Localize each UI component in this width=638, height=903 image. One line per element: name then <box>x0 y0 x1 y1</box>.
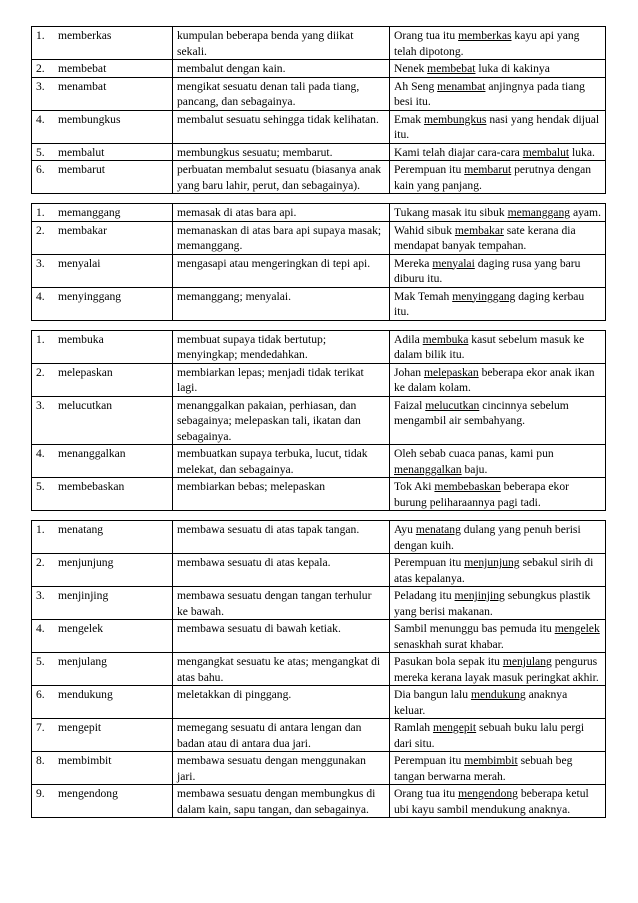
word-cell <box>32 445 173 478</box>
example-cell <box>390 60 606 78</box>
example-cell <box>390 785 606 818</box>
vocab-table-cook <box>31 203 606 321</box>
vocab-word: menjulang <box>58 655 107 668</box>
example-text-after: beberapa ekor burung peliharaannya pagi tadi. <box>394 480 569 509</box>
meaning-cell: memanaskan di atas bara api supaya masak; memanggang. <box>173 221 390 254</box>
table-row <box>32 60 606 78</box>
example-cell <box>390 363 606 396</box>
meaning-cell: membalut dengan kain. <box>173 60 390 78</box>
example-text-after: sebungkus plastik yang berisi makanan. <box>394 589 591 618</box>
meaning-cell: membuatkan supaya terbuka, lucut, tidak melekat, dan sebagainya. <box>173 445 390 478</box>
vocab-word: memberkas <box>58 29 112 42</box>
vocab-word: mengendong <box>58 787 118 800</box>
word-cell <box>32 396 173 445</box>
row-number: 4. <box>36 112 45 126</box>
table-row <box>32 77 606 110</box>
meaning-cell: membawa sesuatu dengan menggunakan jari. <box>173 752 390 785</box>
table-row <box>32 785 606 818</box>
row-number: 1. <box>36 206 45 219</box>
row-number: 8. <box>36 754 45 767</box>
example-highlight-word: mengelek <box>554 622 600 635</box>
table-row <box>32 445 606 478</box>
word-cell <box>32 587 173 620</box>
row-number: 2. <box>36 556 45 569</box>
example-text-after: sebuah beg tangan berwarna merah. <box>394 754 573 783</box>
meaning-cell: memegang sesuatu di antara lengan dan badan atau di antara dua jari. <box>173 719 390 752</box>
word-cell <box>32 752 173 785</box>
vocab-table-wrap <box>31 26 606 194</box>
word-cell <box>32 478 173 511</box>
example-highlight-word: menambat <box>437 79 486 93</box>
word-cell <box>32 554 173 587</box>
example-text-before: Sambil menunggu bas pemuda itu <box>394 622 555 635</box>
example-cell <box>390 330 606 363</box>
meaning-cell: membawa sesuatu di bawah ketiak. <box>173 620 390 653</box>
example-text-after: anaknya keluar. <box>394 688 568 717</box>
table-row <box>32 686 606 719</box>
vocab-word: membebaskan <box>58 480 125 493</box>
example-cell <box>390 554 606 587</box>
meaning-cell: membawa sesuatu dengan membungkus di dalam kain, sapu tangan, dan sebagainya. <box>173 785 390 818</box>
vocab-word: menanggalkan <box>58 447 126 460</box>
example-cell <box>390 221 606 254</box>
example-text-after: beberapa ketul ubi kayu sambil mendukung anaknya. <box>394 787 589 816</box>
word-cell <box>32 27 173 60</box>
row-number: 3. <box>36 256 45 270</box>
example-text-after: anjingnya pada tiang besi itu. <box>394 79 585 108</box>
example-highlight-word: memberkas <box>458 29 512 42</box>
vocab-table-carry <box>31 520 606 818</box>
word-cell <box>32 77 173 110</box>
table-row <box>32 620 606 653</box>
vocab-word: mengepit <box>58 721 102 734</box>
example-highlight-word: melepaskan <box>423 365 479 379</box>
example-text-before: Perempuan itu <box>394 163 465 176</box>
example-cell <box>390 521 606 554</box>
example-highlight-word: mengepit <box>432 721 477 734</box>
example-text-before: Perempuan itu <box>394 556 465 569</box>
example-text-after: daging kerbau itu. <box>394 289 585 318</box>
example-cell <box>390 396 606 445</box>
vocab-word: menjinjing <box>58 589 109 602</box>
row-number: 7. <box>36 721 45 734</box>
example-text-after: kayu api yang telah dipotong. <box>394 29 580 58</box>
table-row <box>32 204 606 222</box>
example-text-before: Peladang itu <box>394 589 455 602</box>
word-cell <box>32 204 173 222</box>
meaning-cell: membungkus sesuatu; membarut. <box>173 143 390 161</box>
example-highlight-word: mengendong <box>458 787 518 800</box>
meaning-cell: membuat supaya tidak bertutup; menyingkap; mendedahkan. <box>173 330 390 363</box>
example-cell <box>390 620 606 653</box>
table-row <box>32 587 606 620</box>
example-text-before: Perempuan itu <box>394 754 465 767</box>
word-cell <box>32 254 173 287</box>
example-text-before: Mak Temah <box>394 289 453 303</box>
example-cell <box>390 161 606 194</box>
example-text-after: senaskhah surat khabar. <box>394 637 504 651</box>
example-text-after: sebakul sirih di atas kepalanya. <box>394 556 594 585</box>
vocab-word: menyinggang <box>58 289 122 303</box>
example-cell <box>390 653 606 686</box>
example-highlight-word: menyinggang <box>452 289 516 303</box>
meaning-cell: membalut sesuatu sehingga tidak kelihatan. <box>173 110 390 143</box>
meaning-cell: membawa sesuatu di atas tapak tangan. <box>173 521 390 554</box>
word-cell <box>32 161 173 194</box>
example-cell <box>390 77 606 110</box>
example-text-before: Adila <box>394 332 423 346</box>
table-row <box>32 653 606 686</box>
meaning-cell: memanggang; menyalai. <box>173 287 390 320</box>
example-highlight-word: membakar <box>454 223 504 237</box>
example-text-after: ayam. <box>570 206 601 219</box>
word-cell <box>32 620 173 653</box>
word-cell <box>32 686 173 719</box>
word-cell <box>32 221 173 254</box>
meaning-cell: meletakkan di pinggang. <box>173 686 390 719</box>
example-text-after: nasi yang hendak dijual itu. <box>394 112 600 141</box>
example-text-before: Tok Aki <box>394 480 435 493</box>
example-text-after: luka di kakinya <box>475 62 550 75</box>
vocab-word: menatang <box>58 523 104 536</box>
table-row <box>32 287 606 320</box>
row-number: 6. <box>36 163 45 176</box>
example-highlight-word: menyalai <box>432 256 475 270</box>
example-highlight-word: membalut <box>522 145 570 159</box>
example-text-before: Wahid sibuk <box>394 223 455 237</box>
example-cell <box>390 752 606 785</box>
row-number: 6. <box>36 688 45 701</box>
word-cell <box>32 521 173 554</box>
example-text-before: Nenek <box>394 62 428 75</box>
vocab-word: menjunjung <box>58 556 114 569</box>
row-number: 5. <box>36 145 45 159</box>
example-text-before: Orang tua itu <box>394 29 459 42</box>
example-highlight-word: membimbit <box>464 754 518 767</box>
row-number: 5. <box>36 655 45 668</box>
vocab-word: mengelek <box>58 622 104 635</box>
example-highlight-word: menjulang <box>502 655 552 668</box>
table-row <box>32 554 606 587</box>
table-row <box>32 478 606 511</box>
row-number: 1. <box>36 523 45 536</box>
example-highlight-word: membebat <box>427 62 476 75</box>
example-cell <box>390 204 606 222</box>
example-text-before: Faizal <box>394 398 426 412</box>
table-row <box>32 143 606 161</box>
word-cell <box>32 719 173 752</box>
example-text-after: dulang yang penuh berisi dengan kuih. <box>394 523 581 552</box>
example-cell <box>390 719 606 752</box>
example-highlight-word: menjinjing <box>454 589 505 602</box>
example-highlight-word: menjunjung <box>464 556 520 569</box>
example-text-before: Oleh sebab cuaca panas, kami pun <box>394 447 554 460</box>
meaning-cell: menanggalkan pakaian, perhiasan, dan sebagainya; melepaskan tali, ikatan dan sebagainya. <box>173 396 390 445</box>
vocab-word: membalut <box>58 145 105 159</box>
row-number: 2. <box>36 365 45 379</box>
table-row <box>32 27 606 60</box>
example-text-after: daging rusa yang baru diburu itu. <box>394 256 581 285</box>
table-row <box>32 254 606 287</box>
vocab-word: membakar <box>58 223 107 237</box>
example-text-before: Ramlah <box>394 721 433 734</box>
example-highlight-word: memanggang <box>507 206 571 219</box>
example-highlight-word: membebaskan <box>434 480 501 493</box>
example-text-after: sate kerana dia mendapat banyak tempahan. <box>394 223 576 252</box>
row-number: 2. <box>36 223 45 237</box>
example-text-before: Ah Seng <box>394 79 438 93</box>
table-row <box>32 521 606 554</box>
word-cell <box>32 785 173 818</box>
row-number: 5. <box>36 480 45 493</box>
meaning-cell: membawa sesuatu dengan tangan terhulur ke bawah. <box>173 587 390 620</box>
example-text-before: Orang tua itu <box>394 787 459 800</box>
meaning-cell: perbuatan membalut sesuatu (biasanya anak yang baru lahir, perut, dan sebagainya). <box>173 161 390 194</box>
example-cell <box>390 254 606 287</box>
row-number: 3. <box>36 589 45 602</box>
example-text-before: Tukang masak itu sibuk <box>394 206 508 219</box>
row-number: 3. <box>36 79 45 93</box>
word-cell <box>32 287 173 320</box>
vocab-word: membebat <box>58 62 107 75</box>
row-number: 1. <box>36 29 45 42</box>
example-cell <box>390 478 606 511</box>
meaning-cell: membawa sesuatu di atas kepala. <box>173 554 390 587</box>
example-cell <box>390 143 606 161</box>
example-text-after: kasut sebelum masuk ke dalam bilik itu. <box>394 332 585 361</box>
table-row <box>32 110 606 143</box>
vocab-word: menyalai <box>58 256 101 270</box>
example-highlight-word: melucutkan <box>425 398 480 412</box>
meaning-cell: mengangkat sesuatu ke atas; mengangkat di atas bahu. <box>173 653 390 686</box>
word-cell <box>32 653 173 686</box>
vocab-word: membuka <box>58 332 104 346</box>
vocab-word: melucutkan <box>58 398 113 412</box>
table-row <box>32 363 606 396</box>
word-cell <box>32 110 173 143</box>
example-text-before: Johan <box>394 365 424 379</box>
example-text-after: baju. <box>461 462 488 476</box>
word-cell <box>32 363 173 396</box>
word-cell <box>32 143 173 161</box>
row-number: 4. <box>36 289 45 303</box>
vocab-word: melepaskan <box>58 365 113 379</box>
table-row <box>32 221 606 254</box>
vocab-table-open <box>31 330 606 512</box>
example-text-before: Emak <box>394 112 424 126</box>
meaning-cell: memasak di atas bara api. <box>173 204 390 222</box>
row-number: 4. <box>36 622 45 635</box>
example-cell <box>390 27 606 60</box>
example-highlight-word: mendukung <box>470 688 526 701</box>
example-text-before: Ayu <box>394 523 416 536</box>
row-number: 2. <box>36 62 45 75</box>
meaning-cell: mengasapi atau mengeringkan di tepi api. <box>173 254 390 287</box>
example-cell <box>390 287 606 320</box>
vocab-word: membarut <box>58 163 106 176</box>
meaning-cell: membiarkan bebas; melepaskan <box>173 478 390 511</box>
row-number: 4. <box>36 447 45 460</box>
example-cell <box>390 587 606 620</box>
vocab-word: membungkus <box>58 112 121 126</box>
example-text-after: sebuah buku lalu pergi dari situ. <box>394 721 585 750</box>
example-highlight-word: membarut <box>464 163 512 176</box>
vocab-word: membimbit <box>58 754 112 767</box>
vocab-word: menambat <box>58 79 107 93</box>
vocabulary-document <box>31 26 605 827</box>
example-text-after: cincinnya sebelum mengambil air sembahyang. <box>394 398 569 427</box>
meaning-cell: membiarkan lepas; menjadi tidak terikat lagi. <box>173 363 390 396</box>
word-cell <box>32 60 173 78</box>
vocab-word: mendukung <box>58 688 113 701</box>
table-row <box>32 396 606 445</box>
vocab-word: memanggang <box>58 206 121 219</box>
meaning-cell: kumpulan beberapa benda yang diikat sekali. <box>173 27 390 60</box>
example-text-before: Pasukan bola sepak itu <box>394 655 503 668</box>
example-highlight-word: menatang <box>415 523 461 536</box>
example-cell <box>390 445 606 478</box>
example-highlight-word: membuka <box>422 332 469 346</box>
example-highlight-word: menanggalkan <box>394 462 462 476</box>
example-cell <box>390 686 606 719</box>
example-cell <box>390 110 606 143</box>
example-text-before: Mereka <box>394 256 433 270</box>
table-row <box>32 161 606 194</box>
row-number: 9. <box>36 787 45 800</box>
example-highlight-word: membungkus <box>423 112 487 126</box>
table-row <box>32 752 606 785</box>
example-text-before: Kami telah diajar cara-cara <box>394 145 523 159</box>
example-text-after: perutnya dengan kain yang panjang. <box>394 163 592 192</box>
table-row <box>32 330 606 363</box>
word-cell <box>32 330 173 363</box>
example-text-after: beberapa ekor anak ikan ke dalam kolam. <box>394 365 595 394</box>
row-number: 3. <box>36 398 45 412</box>
example-text-after: luka. <box>569 145 595 159</box>
example-text-before: Dia bangun lalu <box>394 688 471 701</box>
table-row <box>32 719 606 752</box>
example-text-after: pengurus mereka kerana layak masuk peringkat akhir. <box>394 655 599 684</box>
row-number: 1. <box>36 332 45 346</box>
meaning-cell: mengikat sesuatu denan tali pada tiang, pancang, dan sebagainya. <box>173 77 390 110</box>
